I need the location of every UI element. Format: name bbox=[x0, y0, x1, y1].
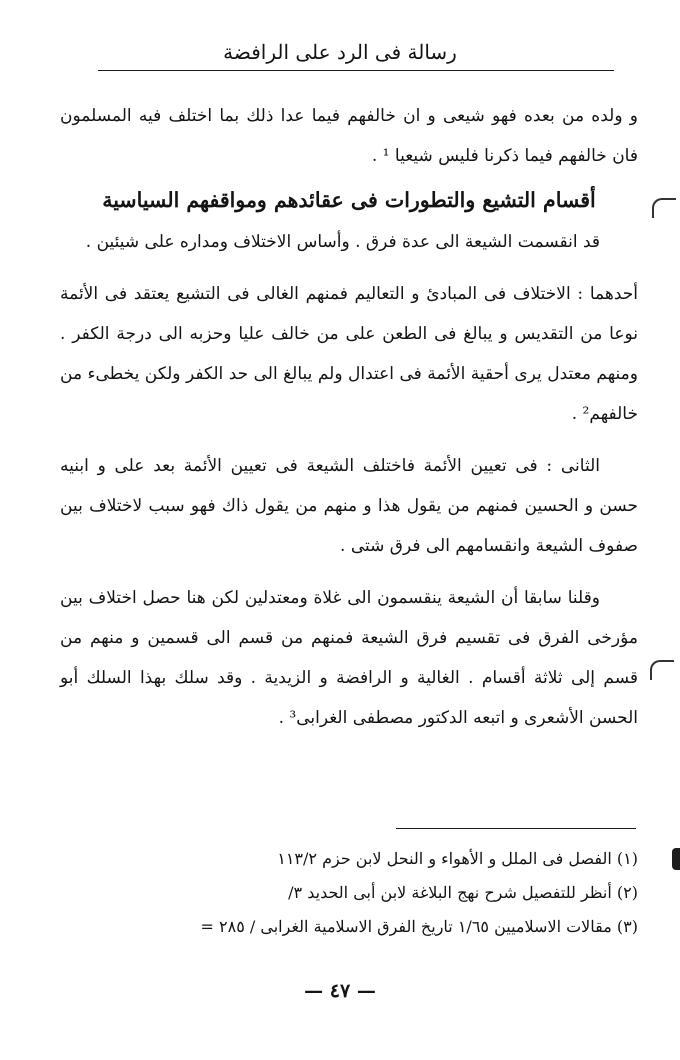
section-heading: أقسام التشيع والتطورات فى عقائدهم ومواقفهم السياسية bbox=[102, 188, 596, 212]
margin-bracket-mark bbox=[650, 660, 674, 680]
footnote-2: (٢) أنظر للتفصيل شرح نهج البلاغة لابن أبى الحديد ٣/ bbox=[288, 883, 638, 902]
paragraph-5: وقلنا سابقا أن الشيعة ينقسمون الى غلاة ومعتدلين لكن هنا حصل اختلاف بين مؤرخى الفرق فى تقسيم فرق الشيعة فمنهم من قسم الى قسمين و منهم من قسم إلى ثلاثة أقسام . الغالية و الرافضة و الزيدية . وقد سلك بهذا السلك أبو الحسن الأشعرى و اتبعه الدكتور مصطفى الغرابى³ . bbox=[60, 588, 638, 728]
footnote-3: (٣) مقالات الاسلاميين ١/٦٥ تاريخ الفرق الاسلامية الغرابى / ٢٨٥ = bbox=[200, 917, 638, 936]
paragraph-1: و ولده من بعده فهو شيعى و ان خالفهم فيما عدا ذلك بما اختلف فيه المسلمون فان خالفهم فيما ذكرنا فليس شيعيا ¹ . bbox=[60, 106, 638, 166]
paragraph-2: قد انقسمت الشيعة الى عدة فرق . وأساس الاختلاف ومداره على شيئين . bbox=[85, 232, 600, 252]
margin-bracket-mark bbox=[652, 198, 676, 218]
footnote-1: (١) الفصل فى الملل و الأهواء و النحل لابن حزم ١١٣/٢ bbox=[277, 849, 638, 868]
footnote-rule bbox=[396, 828, 636, 829]
header-rule bbox=[98, 70, 614, 71]
running-header: رسالة فى الرد على الرافضة bbox=[223, 40, 457, 64]
page-number: — ٤٧ — bbox=[304, 980, 376, 1002]
paragraph-3: أحدهما : الاختلاف فى المبادئ و التعاليم فمنهم الغالى فى التشيع يعتقد فى الأئمة نوعا من التقديس و يبالغ فى الطعن على من خالف عليا وحزبه الى درجة الكفر . ومنهم معتدل يرى أحقية الأئمة فى اعتدال ولم يبالغ الى حد الكفر ولكن يخطىء من خالفهم² . bbox=[60, 284, 638, 424]
paragraph-4: الثانى : فى تعيين الأئمة فاختلف الشيعة فى تعيين الأئمة بعد على و ابنيه حسن و الحسين فمنهم من يقول هذا و منهم من يقول ذاك فهو سبب لاختلاف بين صفوف الشيعة وانقسامهم الى فرق شتى . bbox=[60, 456, 638, 556]
scan-edge-mark bbox=[672, 848, 680, 870]
main-text bbox=[60, 96, 638, 738]
footnotes bbox=[60, 842, 638, 944]
